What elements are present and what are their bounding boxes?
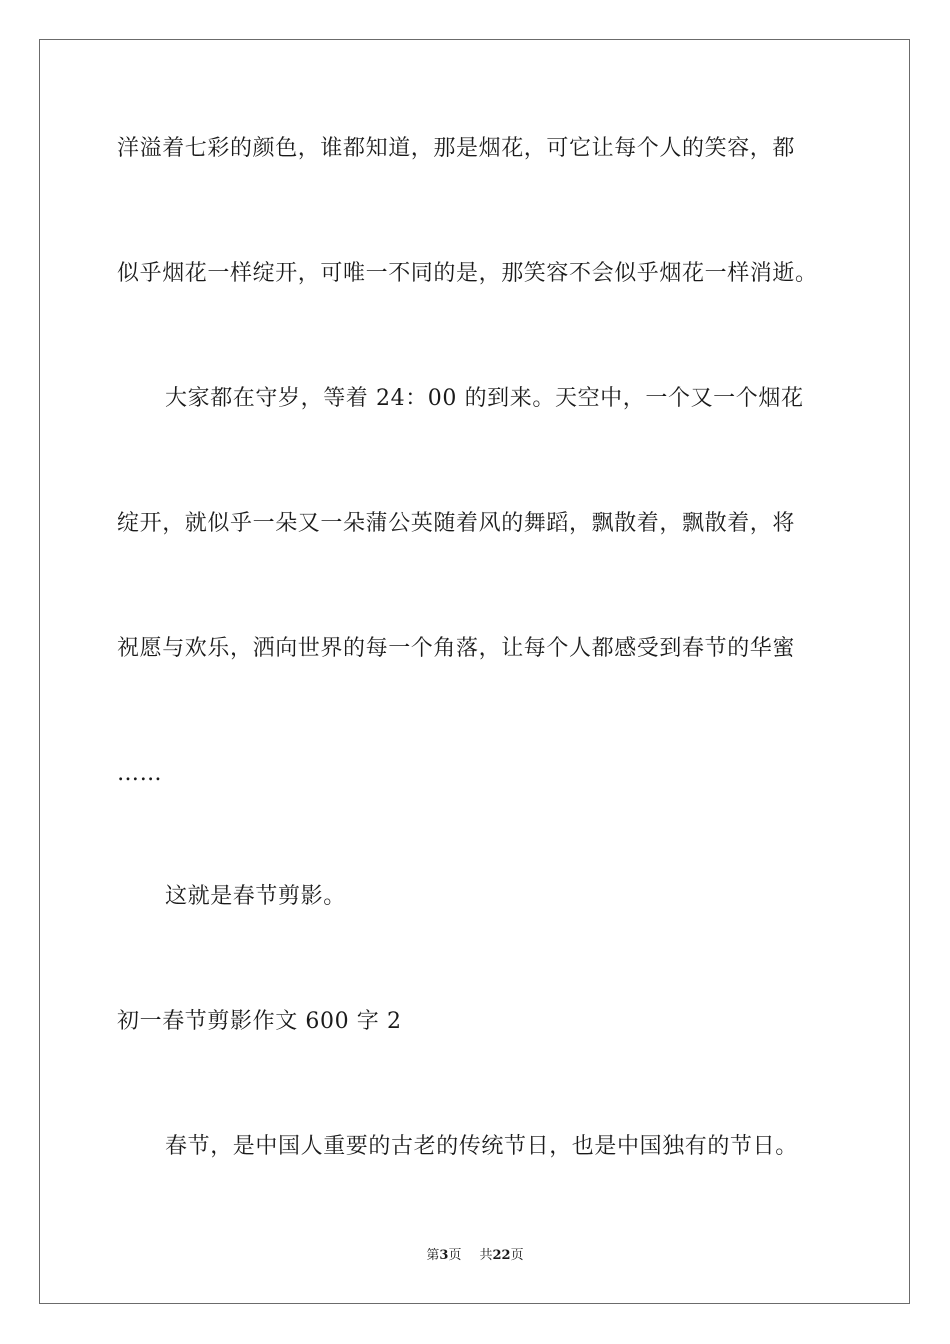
body-line-2: 似乎烟花一样绽开，可唯一不同的是，那笑容不会似乎烟花一样消逝。 (117, 261, 818, 286)
page-footer (0, 1247, 950, 1265)
footer-total-suffix: 页 (510, 1248, 524, 1263)
footer-page-current: 3 (439, 1248, 449, 1263)
body-line-6: …… (117, 761, 163, 786)
footer-page-total: 22 (492, 1248, 511, 1263)
body-line-3: 大家都在守岁，等着 24：00 的到来。天空中，一个又一个烟花 (165, 386, 804, 411)
footer-total-prefix: 共 (479, 1248, 493, 1263)
body-line-9: 春节，是中国人重要的古老的传统节日，也是中国独有的节日。 (165, 1134, 798, 1159)
body-line-7: 这就是春节剪影。 (165, 884, 346, 909)
footer-page-prefix: 第 (426, 1248, 440, 1263)
page-frame (39, 39, 910, 1304)
body-line-1: 洋溢着七彩的颜色，谁都知道，那是烟花，可它让每个人的笑容，都 (117, 136, 796, 161)
section-heading: 初一春节剪影作文 600 字 2 (117, 1009, 402, 1034)
body-line-5: 祝愿与欢乐，洒向世界的每一个角落，让每个人都感受到春节的华蜜 (117, 636, 796, 661)
body-line-4: 绽开，就似乎一朵又一朵蒲公英随着风的舞蹈，飘散着，飘散着，将 (117, 511, 796, 536)
footer-page-suffix: 页 (448, 1248, 462, 1263)
